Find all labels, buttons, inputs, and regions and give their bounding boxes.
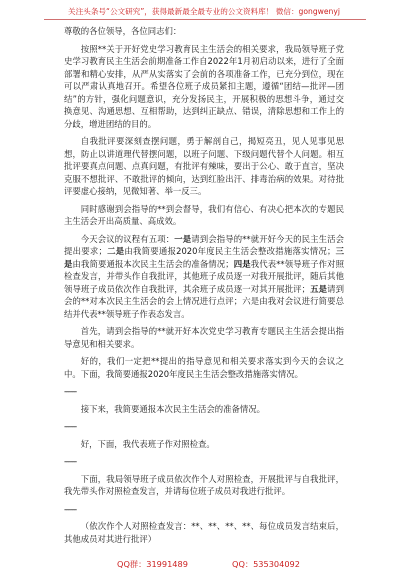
qq-group: QQ群：31991489 xyxy=(117,559,188,569)
agenda-item-label: 四是 xyxy=(233,258,251,269)
top-banner: 关注头条号“公文研究”，获得最新最全最专业的公文资料库！ 微信：gongwenyj xyxy=(68,7,340,16)
paragraph-thanks: 同时感谢到会指导的**到会督导，我们有信心、有决心把本次的专题民主生活会开出高质量、高成效。 xyxy=(64,203,344,226)
document-body xyxy=(64,25,344,550)
separator: ------ xyxy=(64,421,77,431)
greeting: 尊敬的各位领导，各位同志们： xyxy=(64,26,182,36)
agenda-text: 请到会指导的**就开好今天的民主生活会提出要求； xyxy=(64,233,345,256)
paragraph-rectification: 好的，我们一定把**提出的指导意见和相关要求落实到今天的会议之中。下面，我简要通报2020年度民主生活会整改措施落实情况。 xyxy=(64,356,344,379)
agenda-text: 请到会的**对本次民主生活会的会上情况进行点评；六是由我对会议进行简要总结并代表**领导班子作表态发言。 xyxy=(64,283,345,319)
agenda-text: 我代表**领导班子作对照检查发言，并带头作自我批评，其他班子成员逐一对我开展批评，随后其他领导班子成员依次作自我批评，其余班子成员逐一对其开展批评； xyxy=(64,258,345,294)
qq-contact: QQ：535304092 xyxy=(232,559,300,569)
separator: ------ xyxy=(64,386,77,396)
agenda-item-label: 一是 xyxy=(174,233,192,244)
paragraph-intro: 按照**关于开好党史学习教育民主生活会的相关要求，我局领导班子党史学习教育民主生活会前期准备工作自2022年1月初启动以来，进行了全面部署和精心安排，从严从实落实了会前的各项准备工作，已充分到位，现在可以严肃认真地召开。希望各位班子成员紧扣主题，遵循“团结—批评—团结”的方针，强化问题意识，充分发扬民主，开展积极的思想斗争，通过交换意见、沟通思想、互相帮助，达到纠正缺点、错误，清除思想和工作上的分歧，增进团结的目的。 xyxy=(64,43,344,129)
separator: ------ xyxy=(64,456,77,466)
paragraph-agenda xyxy=(64,233,344,321)
agenda-text: 今天会议的议程有五项： xyxy=(80,233,175,244)
paragraph-first-step: 首先，请到会指导的**就开好本次党史学习教育专题民主生活会提出指导意见和相关要求。 xyxy=(64,326,344,349)
paragraph-preparation: 接下来，我简要通报本次民主生活会的准备情况。 xyxy=(80,403,266,414)
agenda-item-label: 三是 xyxy=(64,246,345,269)
agenda-text: 由我简要通报本次民主生活会的准备情况； xyxy=(72,258,234,269)
agenda-item-label: 五是 xyxy=(310,283,328,294)
paragraph-self-check: 好，下面，我代表班子作对照检查。 xyxy=(80,438,215,449)
agenda-text: 由我简要通报2020年度民主生活会整改措施落实情况； xyxy=(124,246,336,256)
separator: ------ xyxy=(64,503,77,514)
agenda-item-label: 二是 xyxy=(106,246,125,256)
paragraph-criticism: 自我批评要深刻查摆问题，勇于解剖自己，揭短亮丑，见人见事见思想，防止以讲道理代替摆问题，以班子问题、下级问题代替个人问题。相互批评要真点问题、点真问题，有批评有辣味，要出于公心、敢于直言，坚决克服不想批评、不敢批评的倾向，达到红脸出汗、排毒治病的效果。对待批评要虚心接纳，见微知著、举一反三。 xyxy=(64,136,344,196)
paragraph-speaking-order: （依次作个人对照检查发言：**、**、**、**、每位成员发言结束后，其他成员对其进行批评） xyxy=(64,521,344,544)
banner-divider xyxy=(44,19,366,20)
paragraph-members-check: 下面，我局领导班子成员依次作个人对照检查，开展批评与自我批评，我先带头作对照检查发言，并请每位班子成员对我进行批评。 xyxy=(64,473,344,496)
